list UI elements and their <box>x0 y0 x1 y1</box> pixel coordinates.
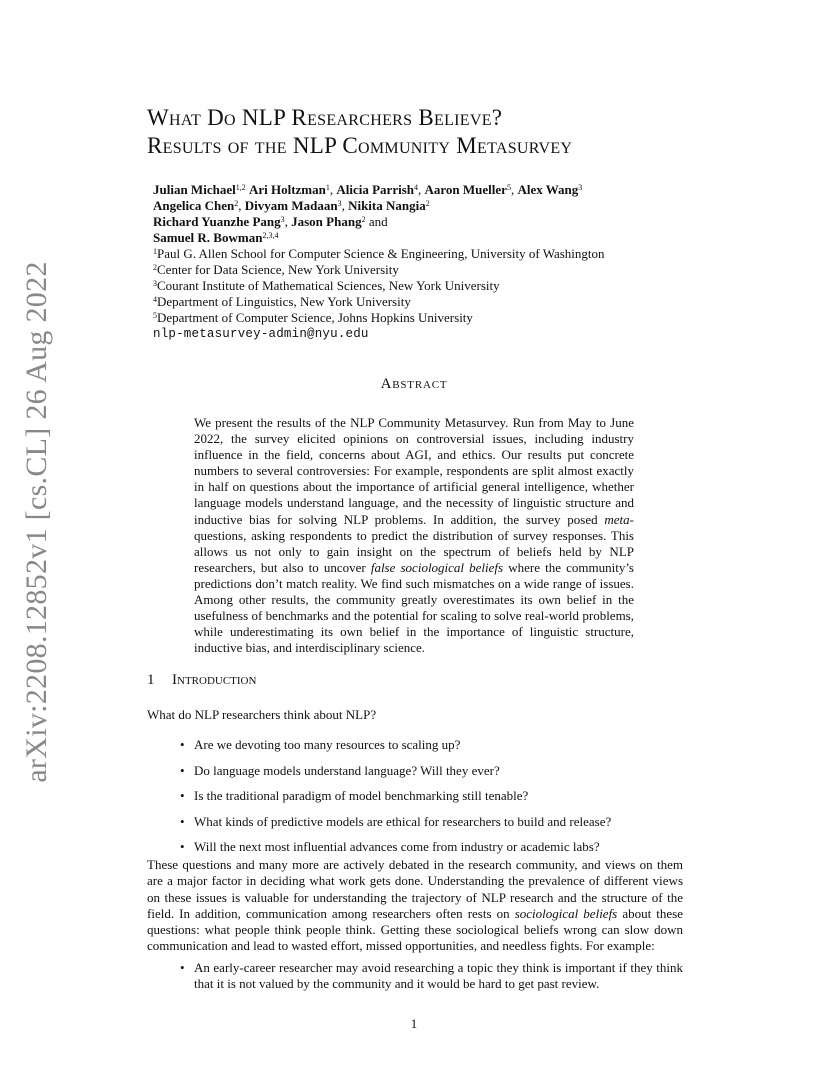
affiliation <box>153 278 713 294</box>
list-item: • Is the traditional paradigm of model benchmarking still tenable? <box>180 788 680 804</box>
author-line-4 <box>153 230 713 246</box>
abstract-text: -questions, asking respondents to predict the distribution of survey responses. This allows us not only to gain insight on the spectrum of beliefs held by NLP researchers, but also to uncover <box>194 511 634 575</box>
example-list <box>180 960 683 992</box>
paragraph-emphasis: sociological beliefs <box>514 905 618 921</box>
affiliation <box>153 294 713 310</box>
author-block <box>153 182 713 342</box>
author-name: Angelica Chen <box>153 198 235 213</box>
paragraph-text: about these questions: what people think people think. Getting these sociological beliefs wrong can slow down communication and lead to wasted effort, missed opportunities, and needless fights. For example: <box>147 905 683 954</box>
author-line-2: Angelica Chen$^2$, Divyam Madaan$^3$, Nikita Nangia$^2$ <box>153 198 430 213</box>
affiliation-text: Department of Computer Science, Johns Hopkins University <box>157 310 473 325</box>
author-affil-mark: 5 <box>506 183 511 192</box>
arxiv-identifier: arXiv:2208.12852v1 [cs.CL] 26 Aug 2022 <box>20 261 53 783</box>
page-number: 1 <box>410 1016 418 1031</box>
abstract-text: where the community’s predictions don’t match reality. We find such mismatches on a wide range of issues. Among other results, the community greatly overestimates its own belief in the usefulness of benchmarks and the potential for scaling to solve real-world problems, while underestimating its own belief in the importance of linguistic structure, inductive bias, and interdisciplinary science. <box>194 559 634 656</box>
author-affil-mark: 2 <box>234 199 239 208</box>
intro-question: What do NLP researchers think about NLP? <box>147 707 377 722</box>
list-item: • Are we devoting too many resources to scaling up? <box>180 737 680 753</box>
author-affil-mark: 2,3,4 <box>262 231 279 240</box>
list-item: • Will the next most influential advances come from industry or academic labs? <box>180 839 680 855</box>
affil-mark: 4 <box>153 295 157 304</box>
abstract-body <box>194 415 634 656</box>
author-name: Alex Wang <box>517 182 579 197</box>
abstract-heading: Abstract <box>380 376 448 392</box>
author-affil-mark: 1 <box>325 183 330 192</box>
title-line-1: What Do NLP Researchers Believe? <box>147 105 503 130</box>
paragraph-text: These questions and many more are actively debated in the research community, and views on them are a major factor in deciding what work gets done. Understanding the prevalence of different views on these issues is valuable for understanding the trajectory of NLP research and the structure of the field. In addition, communication among researchers often rests on <box>147 857 683 921</box>
author-affil-mark: 3 <box>280 215 285 224</box>
affil-mark: 5 <box>153 311 157 320</box>
affiliation-text: Courant Institute of Mathematical Sciences, New York University <box>157 278 500 293</box>
and-word: and <box>368 214 388 229</box>
abstract-text: We present the results of the NLP Community Metasurvey. Run from May to June 2022, the survey elicited opinions on controversial issues, including industry influence in the field, concerns about AGI, and ethics. Our results put concrete numbers to several controversies: For example, respondents are split almost exactly in half on questions about the importance of artificial general intelligence, whether language models understand language, and the necessity of linguistic structure and inductive bias for solving NLP problems. In addition, the survey posed <box>194 415 634 527</box>
section-number: 1 <box>147 672 155 688</box>
affil-mark: 3 <box>153 279 157 288</box>
list-item: • Do language models understand language? Will they ever? <box>180 763 680 779</box>
author-affil-mark: 3 <box>578 183 583 192</box>
author-affil-mark: 2 <box>425 199 430 208</box>
author-name: Aaron Mueller <box>424 182 507 197</box>
author-name: Richard Yuanzhe Pang <box>153 214 281 229</box>
affiliation <box>153 310 713 326</box>
author-affil-mark: 2 <box>361 215 366 224</box>
author-name: Ari Holtzman <box>248 182 326 197</box>
author-affil-mark: 4 <box>414 183 418 192</box>
affiliation-text: Paul G. Allen School for Computer Science & Engineering, University of Washington <box>157 246 605 261</box>
affiliation-text: Department of Linguistics, New York University <box>157 294 411 309</box>
abstract-emphasis: meta <box>604 511 630 527</box>
affil-mark: 1 <box>153 247 157 256</box>
section-title: Introduction <box>172 672 257 688</box>
list-item: • What kinds of predictive models are ethical for researchers to build and release? <box>180 814 680 830</box>
list-item: • An early-career researcher may avoid researching a topic they think is important if they think that it is not valued by the community and it would be hard to get past review. <box>180 960 683 992</box>
author-affil-mark: 3 <box>337 199 342 208</box>
author-name: Samuel R. Bowman <box>153 230 263 245</box>
arxiv-sidebar-stamp <box>0 0 75 1072</box>
author-name: Alicia Parrish <box>336 182 414 197</box>
author-line-1: Julian Michael$^{1,2}$ Ari Holtzman$^1$, Alicia Parrish$^4$, Aaron Mueller$^5$, Alex Wang$^3$ <box>153 182 583 197</box>
author-name: Julian Michael <box>153 182 236 197</box>
author-name: Nikita Nangia <box>348 198 426 213</box>
affiliation <box>153 262 713 278</box>
paper-title <box>147 104 747 160</box>
contact-email[interactable]: nlp-metasurvey-admin@nyu.edu <box>153 327 369 341</box>
abstract-emphasis: false sociological beliefs <box>370 559 504 575</box>
title-line-2: Results of the NLP Community Metasurvey <box>147 133 573 158</box>
section-heading <box>147 672 256 689</box>
intro-paragraph <box>147 857 683 955</box>
author-line-3: Richard Yuanzhe Pang$^3$, Jason Phang$^2$ and <box>153 214 388 229</box>
author-name: Divyam Madaan <box>244 198 338 213</box>
affil-mark: 2 <box>153 263 157 272</box>
affiliation <box>153 246 713 262</box>
author-name: Jason Phang <box>291 214 362 229</box>
author-affil-mark: 1,2 <box>235 183 246 192</box>
question-list <box>180 737 680 865</box>
affiliation-text: Center for Data Science, New York University <box>157 262 399 277</box>
